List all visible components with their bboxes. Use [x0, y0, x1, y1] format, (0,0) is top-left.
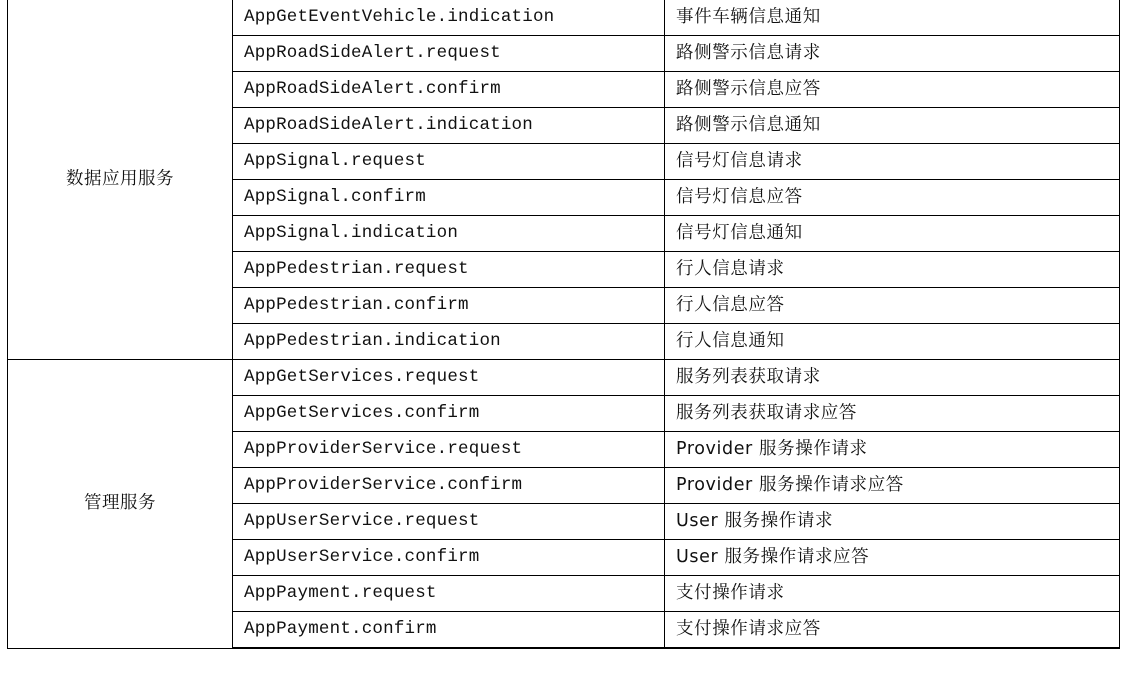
primitive-name: AppRoadSideAlert.indication	[233, 108, 665, 144]
primitive-name: AppPedestrian.request	[233, 252, 665, 288]
primitive-name: AppProviderService.request	[233, 432, 665, 468]
primitive-name: AppPayment.request	[233, 576, 665, 612]
table-row	[8, 0, 1120, 36]
primitive-description: 服务列表获取请求	[665, 360, 1120, 396]
primitive-name: AppUserService.request	[233, 504, 665, 540]
primitive-description: 行人信息应答	[665, 288, 1120, 324]
table-row	[8, 360, 1120, 396]
primitive-description: 事件车辆信息通知	[665, 0, 1120, 36]
group-label-management-services: 管理服务	[8, 360, 233, 649]
group-label-data-app-services: 数据应用服务	[8, 0, 233, 360]
primitive-description: 信号灯信息请求	[665, 144, 1120, 180]
primitive-description: User 服务操作请求应答	[665, 540, 1120, 576]
primitive-name: AppProviderService.confirm	[233, 468, 665, 504]
primitive-description: 路侧警示信息通知	[665, 108, 1120, 144]
primitive-name: AppUserService.confirm	[233, 540, 665, 576]
primitive-description: 支付操作请求应答	[665, 612, 1120, 649]
primitive-name: AppRoadSideAlert.request	[233, 36, 665, 72]
primitive-name: AppPedestrian.confirm	[233, 288, 665, 324]
primitive-name: AppGetEventVehicle.indication	[233, 0, 665, 36]
primitive-description: 路侧警示信息请求	[665, 36, 1120, 72]
primitive-description: Provider 服务操作请求应答	[665, 468, 1120, 504]
primitive-name: AppSignal.request	[233, 144, 665, 180]
primitive-name: AppGetServices.request	[233, 360, 665, 396]
primitive-description: 信号灯信息应答	[665, 180, 1120, 216]
primitive-name: AppSignal.indication	[233, 216, 665, 252]
primitive-name: AppGetServices.confirm	[233, 396, 665, 432]
primitive-description: 行人信息通知	[665, 324, 1120, 360]
primitive-name: AppPayment.confirm	[233, 612, 665, 649]
service-primitive-table	[7, 0, 1120, 649]
primitive-description: User 服务操作请求	[665, 504, 1120, 540]
primitive-name: AppSignal.confirm	[233, 180, 665, 216]
primitive-description: 信号灯信息通知	[665, 216, 1120, 252]
primitive-description: 服务列表获取请求应答	[665, 396, 1120, 432]
primitive-name: AppPedestrian.indication	[233, 324, 665, 360]
primitive-description: 行人信息请求	[665, 252, 1120, 288]
primitive-name: AppRoadSideAlert.confirm	[233, 72, 665, 108]
primitive-description: 路侧警示信息应答	[665, 72, 1120, 108]
primitive-description: 支付操作请求	[665, 576, 1120, 612]
primitive-description: Provider 服务操作请求	[665, 432, 1120, 468]
